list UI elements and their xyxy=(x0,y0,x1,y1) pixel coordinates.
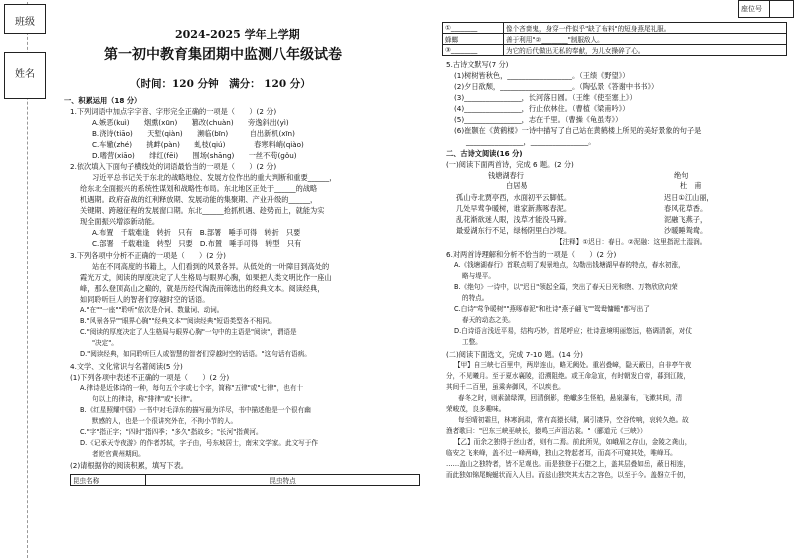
q4-option-d[interactable]: D.《记承天寺夜游》的作者苏轼，字子由，号东坡居士，南宋文学家。此文写于作 xyxy=(80,439,318,447)
poem-1-line: 孤山寺北贾亭西，水面初平云脚低。 xyxy=(456,193,572,202)
insect-table-header-trait: 昆虫特点 xyxy=(146,475,420,486)
text-b-line: ……盖山之独特者，皆不足观也。而是独登于石壁之上，盖其层叠如岳，蔽日相连， xyxy=(446,460,690,468)
text-a-line: 分，不见曦月。至于夏水襄陵，沿溯阻绝。或王命急宣，有时朝发白帝，暮到江陵， xyxy=(446,372,690,380)
fill-blank-1[interactable]: (1)树树皆秋色，__________________。（王绩《野望》） xyxy=(454,71,630,80)
fill-blank-6: (6)崔颢在《黄鹤楼》一诗中描写了自己站在黄鹤楼上所见的美好景象的句子是 xyxy=(454,126,702,135)
text-a-line: 其间千二百里，虽乘奔御风，不以疾也。 xyxy=(446,383,565,391)
fill-blank-3[interactable]: (3)________________，长河落日圆。（王维《使至塞上》） xyxy=(454,93,637,102)
q2-passage-line: 习近平总书记关于东北的战略地位、发展方位作出的重大判断和重要______， xyxy=(92,173,337,182)
insect-table xyxy=(70,474,420,486)
seat-label: 座位号 xyxy=(741,5,762,13)
poem-2-author: 杜 甫 xyxy=(680,181,702,190)
q1-option-d[interactable]: D.嗜营(xiāo) 绯红(fēi) 围场(shāng) 一丝不苟(gǒu) xyxy=(92,151,297,160)
q3-option-b[interactable]: B."风景各异""眼界心胸""经典文本""阅读经典"短语类型各不相同。 xyxy=(80,317,276,325)
question-4: 4.文学、文化常识与名著阅读(5 分) xyxy=(70,362,183,371)
poem-1-line: 乱花渐欲迷人眼，浅草才能没马蹄。 xyxy=(456,215,572,224)
poem-1-author: 白居易 xyxy=(506,181,528,190)
q3-passage-line: 站在不同高度的书籍上，人们看到的风景各异。从低处的一叶障目到高处的 xyxy=(92,262,330,271)
text-a-line: 春冬之时，则素湍绿潭，回清倒影，绝巘多生怪柏，悬泉瀑布，飞漱其间，清 xyxy=(458,394,683,402)
q3-passage-line: 峰，那么登顶高山之巅的，就是历经代淘洗而筛选出的经典文本。阅读经典， xyxy=(80,284,325,293)
name-box-bottom xyxy=(4,86,46,99)
q4-option-a[interactable]: A.律诗是近体诗的一种，每句五个字或七个字，简称"五律"或"七律"，也有十 xyxy=(80,384,304,392)
q6-option-b[interactable]: B.《绝句》一诗中，以"迟日"领起全篇，突出了春天日光和煦、万物欣欣向荣 xyxy=(454,283,678,291)
insect-blank-3[interactable]: ③________ xyxy=(443,45,504,56)
q2-options-cd[interactable]: C.部署 千载难逢 转型 只要 D.布置 唾手可得 转型 只有 xyxy=(92,239,302,248)
class-box[interactable] xyxy=(4,4,46,34)
q6-option-d[interactable]: D.白诗语言浅近平易，结构巧妙，首尾呼应；杜诗意境明丽悠远，格调清新，对仗 xyxy=(454,327,692,335)
q2-passage-line: 关键期、跨越征程的发展窗口期。东北______抢抓机遇、趁势而上，就能为实 xyxy=(80,206,325,215)
q3-option-c[interactable]: C."阅读的厚度决定了人生格局与眼界心胸"一句中的主语是"阅读"，谓语是 xyxy=(80,328,297,336)
question-6: 6.对两首诗理解和分析不恰当的一项是（ ）(2 分) xyxy=(446,250,617,259)
insect-blank-1[interactable]: ①________ xyxy=(443,23,504,34)
poem-2-title: 绝句 xyxy=(674,171,689,180)
text-a-line: 渔者歌曰："巴东三峡巫峡长，猿鸣三声泪沾裳。"（郦道元《三峡》） xyxy=(446,427,647,435)
fill-blank-6-lines[interactable]: ________________，________________。 xyxy=(466,137,596,146)
q4-sub-1: (1)下列各项中表述不正确的一项是（ ）(2 分) xyxy=(70,373,230,382)
question-5: 5.古诗文默写(7 分) xyxy=(446,60,509,69)
poem-2-line: 春风花草香。 xyxy=(664,204,708,213)
reading-part-1: (一)阅读下面两首诗，完成 6 题。(2 分) xyxy=(446,160,574,169)
text-a-line: 每至晴初霜旦，林寒涧肃，常有高猿长啸，属引凄异，空谷传响，哀转久绝。故 xyxy=(458,416,689,424)
section-1-heading: 一、积累运用（18 分） xyxy=(64,96,142,105)
poem-2-line: 泥融飞燕子， xyxy=(664,215,708,224)
text-a-line: 【甲】自三峡七百里中，两岸连山，略无阙处。重岩叠嶂，隐天蔽日，自非亭午夜 xyxy=(454,361,692,369)
q6-option-c-cont: 春天的动态之美。 xyxy=(462,316,515,324)
q4-option-c[interactable]: C."字"指正字；"四时"指四季；"多久"指故乡；"长河"指黄河。 xyxy=(80,428,263,436)
text-b-line: 临安之飞来峰，盖不过一峰两峰，独山之特起者耳，而高不可窥其处，唯峰耳。 xyxy=(446,449,677,457)
insect-name-2: 蜂螂 xyxy=(443,34,504,45)
exam-meta: （时间：120 分钟 满分： 120 分） xyxy=(130,78,311,90)
insect-trait-2[interactable]: 善于利用"②________"制服敌人。 xyxy=(504,34,787,45)
q2-options-ab[interactable]: A.布置 千载难逢 转折 只有 B.部署 唾手可得 转折 只要 xyxy=(92,228,301,237)
q2-passage-line: 给东北全面振兴的系统性谋划和战略性布局。东北地区正处于______的战略 xyxy=(80,184,318,193)
q3-passage-line: 如同聆听巨人的智者们穿越时空的话语。 xyxy=(80,295,210,304)
exam-year: 2024-2025 学年上学期 xyxy=(175,28,300,41)
reading-part-2: (二)阅读下面选文，完成 7-10 题。(14 分) xyxy=(446,350,583,359)
insect-table-header-name: 昆虫名称 xyxy=(71,475,146,486)
question-1: 1.下列词语中加点字字音、字形完全正确的一项是（ ）(2 分) xyxy=(70,107,277,116)
q4-option-b[interactable]: B.《红星照耀中国》一书中对毛泽东的描写最为详尽，书中描述他是一个很有幽 xyxy=(80,406,311,414)
text-b-line: 【乙】而余之独得于丝山者，则有二焉。前此所见，如峨眉之存山，金陵之龚山， xyxy=(454,438,692,446)
name-label: 姓名 xyxy=(15,69,35,80)
fill-blank-2[interactable]: (2)夕日欲颓，____________________。（陶弘景《答谢中书书》） xyxy=(454,82,659,91)
fill-blank-5[interactable]: (5)________________，志在千里。（曹操《龟虽寿》） xyxy=(454,115,623,124)
q2-passage-line: 现全面振兴增添新动能。 xyxy=(80,217,160,226)
fill-blank-4[interactable]: (4)________________，行止依林住。（曹植《梁甫吟》） xyxy=(454,104,630,113)
q1-option-b[interactable]: B.浇诗(tiāo) 天堑(qiàn) 濒临(bīn) 自出新机(xīn) xyxy=(92,129,295,138)
seat-number-box[interactable] xyxy=(738,0,794,18)
q3-option-a[interactable]: A."在""一座""聆听"依次是介词、数量词、动词。 xyxy=(80,306,224,314)
q1-option-c[interactable]: C.车辙(zhé) 挑衅(pàn) 虬枝(qiú) 春寒料峭(qiào) xyxy=(92,140,304,149)
q6-option-c[interactable]: C.白诗"莺争暖树""燕啄春泥"和杜诗"燕子翩飞""鸳鸯慵睡"都写出了 xyxy=(454,305,650,313)
q4-option-b-cont: 默感的人，也是一个很讲究外在，不拘小节的人。 xyxy=(92,417,238,425)
q6-option-d-cont: 工整。 xyxy=(462,338,482,346)
question-3: 3.下列各项中分析不正确的一项是（ ）(2 分) xyxy=(70,251,226,260)
q3-option-c-cont: "决定"。 xyxy=(92,339,118,347)
section-2-heading: 二、古诗文阅读(16 分) xyxy=(446,149,523,158)
poem-note: 【注释】①迟日：春日。②泥融：这里指泥土湿润。 xyxy=(556,238,707,246)
text-b-line: 而此独如锦尾蜿蜒状而入人目。而兹山独突其太古之容色，以至于今。盖磐立千仞， xyxy=(446,471,690,479)
exam-title: 第一初中教育集团期中监测八年级试卷 xyxy=(104,47,342,63)
q4-option-d-cont: 者贬官黄州期间。 xyxy=(92,450,145,458)
poem-2-line: 沙暖睡鸳鸯。 xyxy=(664,226,708,235)
q4-sub-2: (2)请根据你的阅读积累，填写下表。 xyxy=(70,461,188,470)
poem-1-line: 几处早莺争暖树，谁家新燕啄春泥。 xyxy=(456,204,572,213)
insect-trait-3: 为它的后代做出无私的奉献，为儿女操碎了心。 xyxy=(504,45,787,56)
q4-option-a-cont: 句以上的律诗，称"排律"或"长律"。 xyxy=(92,395,197,403)
q2-passage-line: 机遇期。政府奋战的红利释放期、发展动能的集聚期、产业升级的______， xyxy=(80,195,318,204)
insect-trait-1: 像个吝啬鬼，身穿一件似乎"缺了布料"的短身燕尾礼服。 xyxy=(504,23,787,34)
q3-option-d[interactable]: D."阅读经典，如同聆听巨人或智慧的智者们穿越时空的话语。"这句话有语病。 xyxy=(80,350,311,358)
q6-option-a-cont: 略与堤平。 xyxy=(462,272,495,280)
q3-passage-line: 霞光万丈，阅读的厚度决定了人生格局与眼界心胸，如果把人类文明比作一座山 xyxy=(80,273,332,282)
q6-option-b-cont: 的特点。 xyxy=(462,294,489,302)
insect-table-continued xyxy=(442,22,787,56)
poem-2-line: 迟日①江山丽， xyxy=(664,193,714,202)
q1-option-a[interactable]: A.嫉恶(kuì) 烟熏(xūn) 篡改(chuàn) 旁逸斜出(yì) xyxy=(92,118,289,127)
poem-1-line: 最爱湖东行不足，绿杨阴里白沙堤。 xyxy=(456,226,572,235)
class-label: 班级 xyxy=(15,17,35,28)
question-2: 2.依次填入下面句子横线处的词语最恰当的一项是（ ）(2 分) xyxy=(70,162,277,171)
q6-option-a[interactable]: A.《钱塘湖春行》首联点明了观景地点，勾勒出钱塘湖早春的特点，春水初涨， xyxy=(454,261,685,269)
text-a-line: 荣峻茂，良多趣味。 xyxy=(446,405,506,413)
name-box[interactable] xyxy=(4,52,46,88)
poem-1-title: 钱塘湖春行 xyxy=(488,171,524,180)
